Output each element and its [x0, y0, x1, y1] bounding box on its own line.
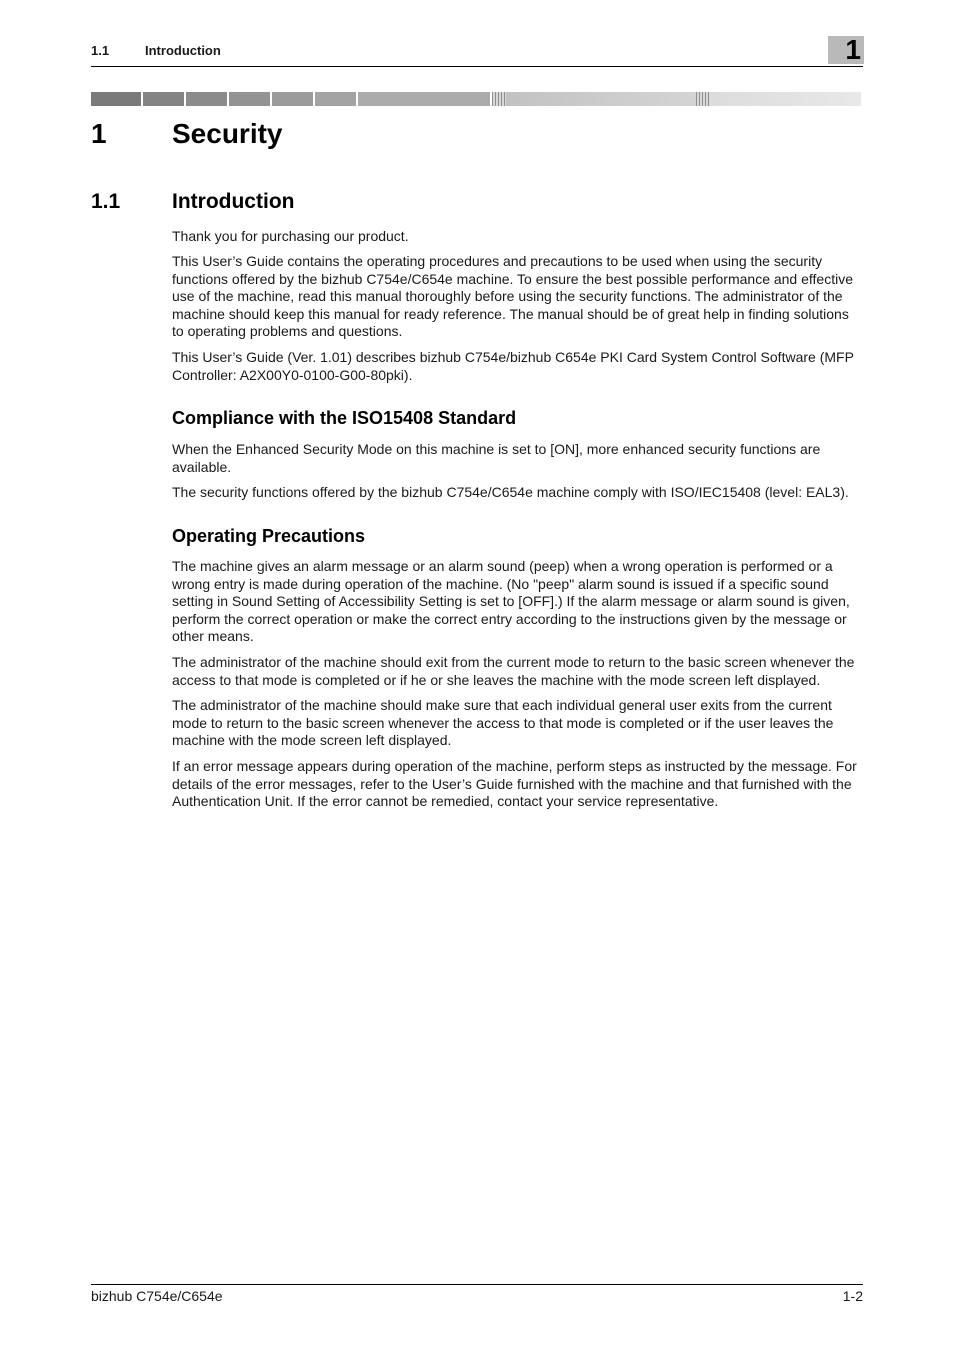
precautions-paragraph: The administrator of the machine should exit from the current mode to return to the basic screen whenever the access to that mode is completed or if he or she leaves the machine with the mode screen left displayed.: [172, 654, 855, 688]
intro-paragraph: Thank you for purchasing our product.: [172, 228, 409, 244]
chapter-title: Security: [172, 118, 283, 149]
deco-segment: [229, 92, 270, 106]
intro-body: [172, 228, 864, 246]
precautions-body: [172, 697, 864, 750]
chapter-tab-number: 1: [845, 34, 861, 65]
section-heading: [91, 190, 294, 214]
precautions-body: [172, 558, 864, 646]
deco-segment: [710, 92, 861, 106]
decorative-header-bar: [91, 92, 863, 106]
running-header: [91, 34, 863, 67]
chapter-number: 1: [91, 118, 107, 149]
compliance-paragraph: The security functions offered by the bizhub C754e/C654e machine comply with ISO/IEC15408 (level: EAL3).: [172, 484, 849, 500]
deco-segment: [272, 92, 313, 106]
header-section-title: Introduction: [145, 43, 221, 58]
compliance-body: [172, 441, 864, 476]
precautions-paragraph: The machine gives an alarm message or an alarm sound (peep) when a wrong operation is performed or a wrong entry is made during operation of the machine. (No "peep" alarm sound is issued if a specific sound setting in Sound Setting of Accessibility Setting is set to [OFF].) If the alarm message or alarm sound is given, perform the correct operation or make the correct entry according to the instructions given by the message or other means.: [172, 558, 850, 645]
deco-segment: [91, 92, 141, 106]
precautions-section: [172, 526, 864, 547]
intro-paragraph: This User’s Guide contains the operating procedures and precautions to be used when using the security functions offered by the bizhub C754e/C654e machine. To ensure the best possible performance and effective use of the machine, read this manual thoroughly before using the security functions. The administrator of the machine should keep this manual for ready reference. The manual should be of great help in finding solutions to operating problems and questions.: [172, 253, 853, 340]
intro-body: [172, 349, 864, 384]
deco-segment: [315, 92, 356, 106]
compliance-section: [172, 408, 864, 429]
precautions-body: [172, 758, 864, 811]
section-number: 1.1: [91, 190, 121, 213]
deco-stripes: [492, 92, 506, 106]
deco-segment: [143, 92, 184, 106]
footer-page-number: 1-2: [842, 1288, 863, 1304]
precautions-paragraph: The administrator of the machine should make sure that each individual general user exits from the current mode to return to the basic screen whenever the access to that mode is completed or if the user leaves the machine with the mode screen left displayed.: [172, 697, 834, 749]
compliance-body: [172, 484, 864, 502]
compliance-paragraph: When the Enhanced Security Mode on this machine is set to [ON], more enhanced security functions are available.: [172, 441, 821, 475]
precautions-paragraph: If an error message appears during operation of the machine, perform steps as instructed by the message. For details of the error messages, refer to the User’s Guide furnished with the machine and that furnished with the Authentication Unit. If the error cannot be remedied, contact your service representative.: [172, 758, 857, 810]
footer-product: bizhub C754e/C654e: [91, 1288, 223, 1304]
intro-body: [172, 253, 864, 341]
page-footer: [91, 1284, 863, 1315]
chapter-tab: [828, 36, 864, 64]
deco-stripes: [696, 92, 710, 106]
deco-segment: [358, 92, 490, 106]
intro-paragraph: This User’s Guide (Ver. 1.01) describes bizhub C754e/bizhub C654e PKI Card System Control Software (MFP Controller: A2X00Y0-0100-G00-80pki).: [172, 349, 854, 383]
deco-segment: [506, 92, 696, 106]
precautions-heading: Operating Precautions: [172, 526, 366, 546]
deco-segment: [186, 92, 227, 106]
section-title: Introduction: [172, 190, 295, 213]
header-section-number: 1.1: [91, 43, 110, 58]
chapter-heading: [91, 118, 283, 150]
precautions-body: [172, 654, 864, 689]
compliance-heading: Compliance with the ISO15408 Standard: [172, 408, 517, 428]
